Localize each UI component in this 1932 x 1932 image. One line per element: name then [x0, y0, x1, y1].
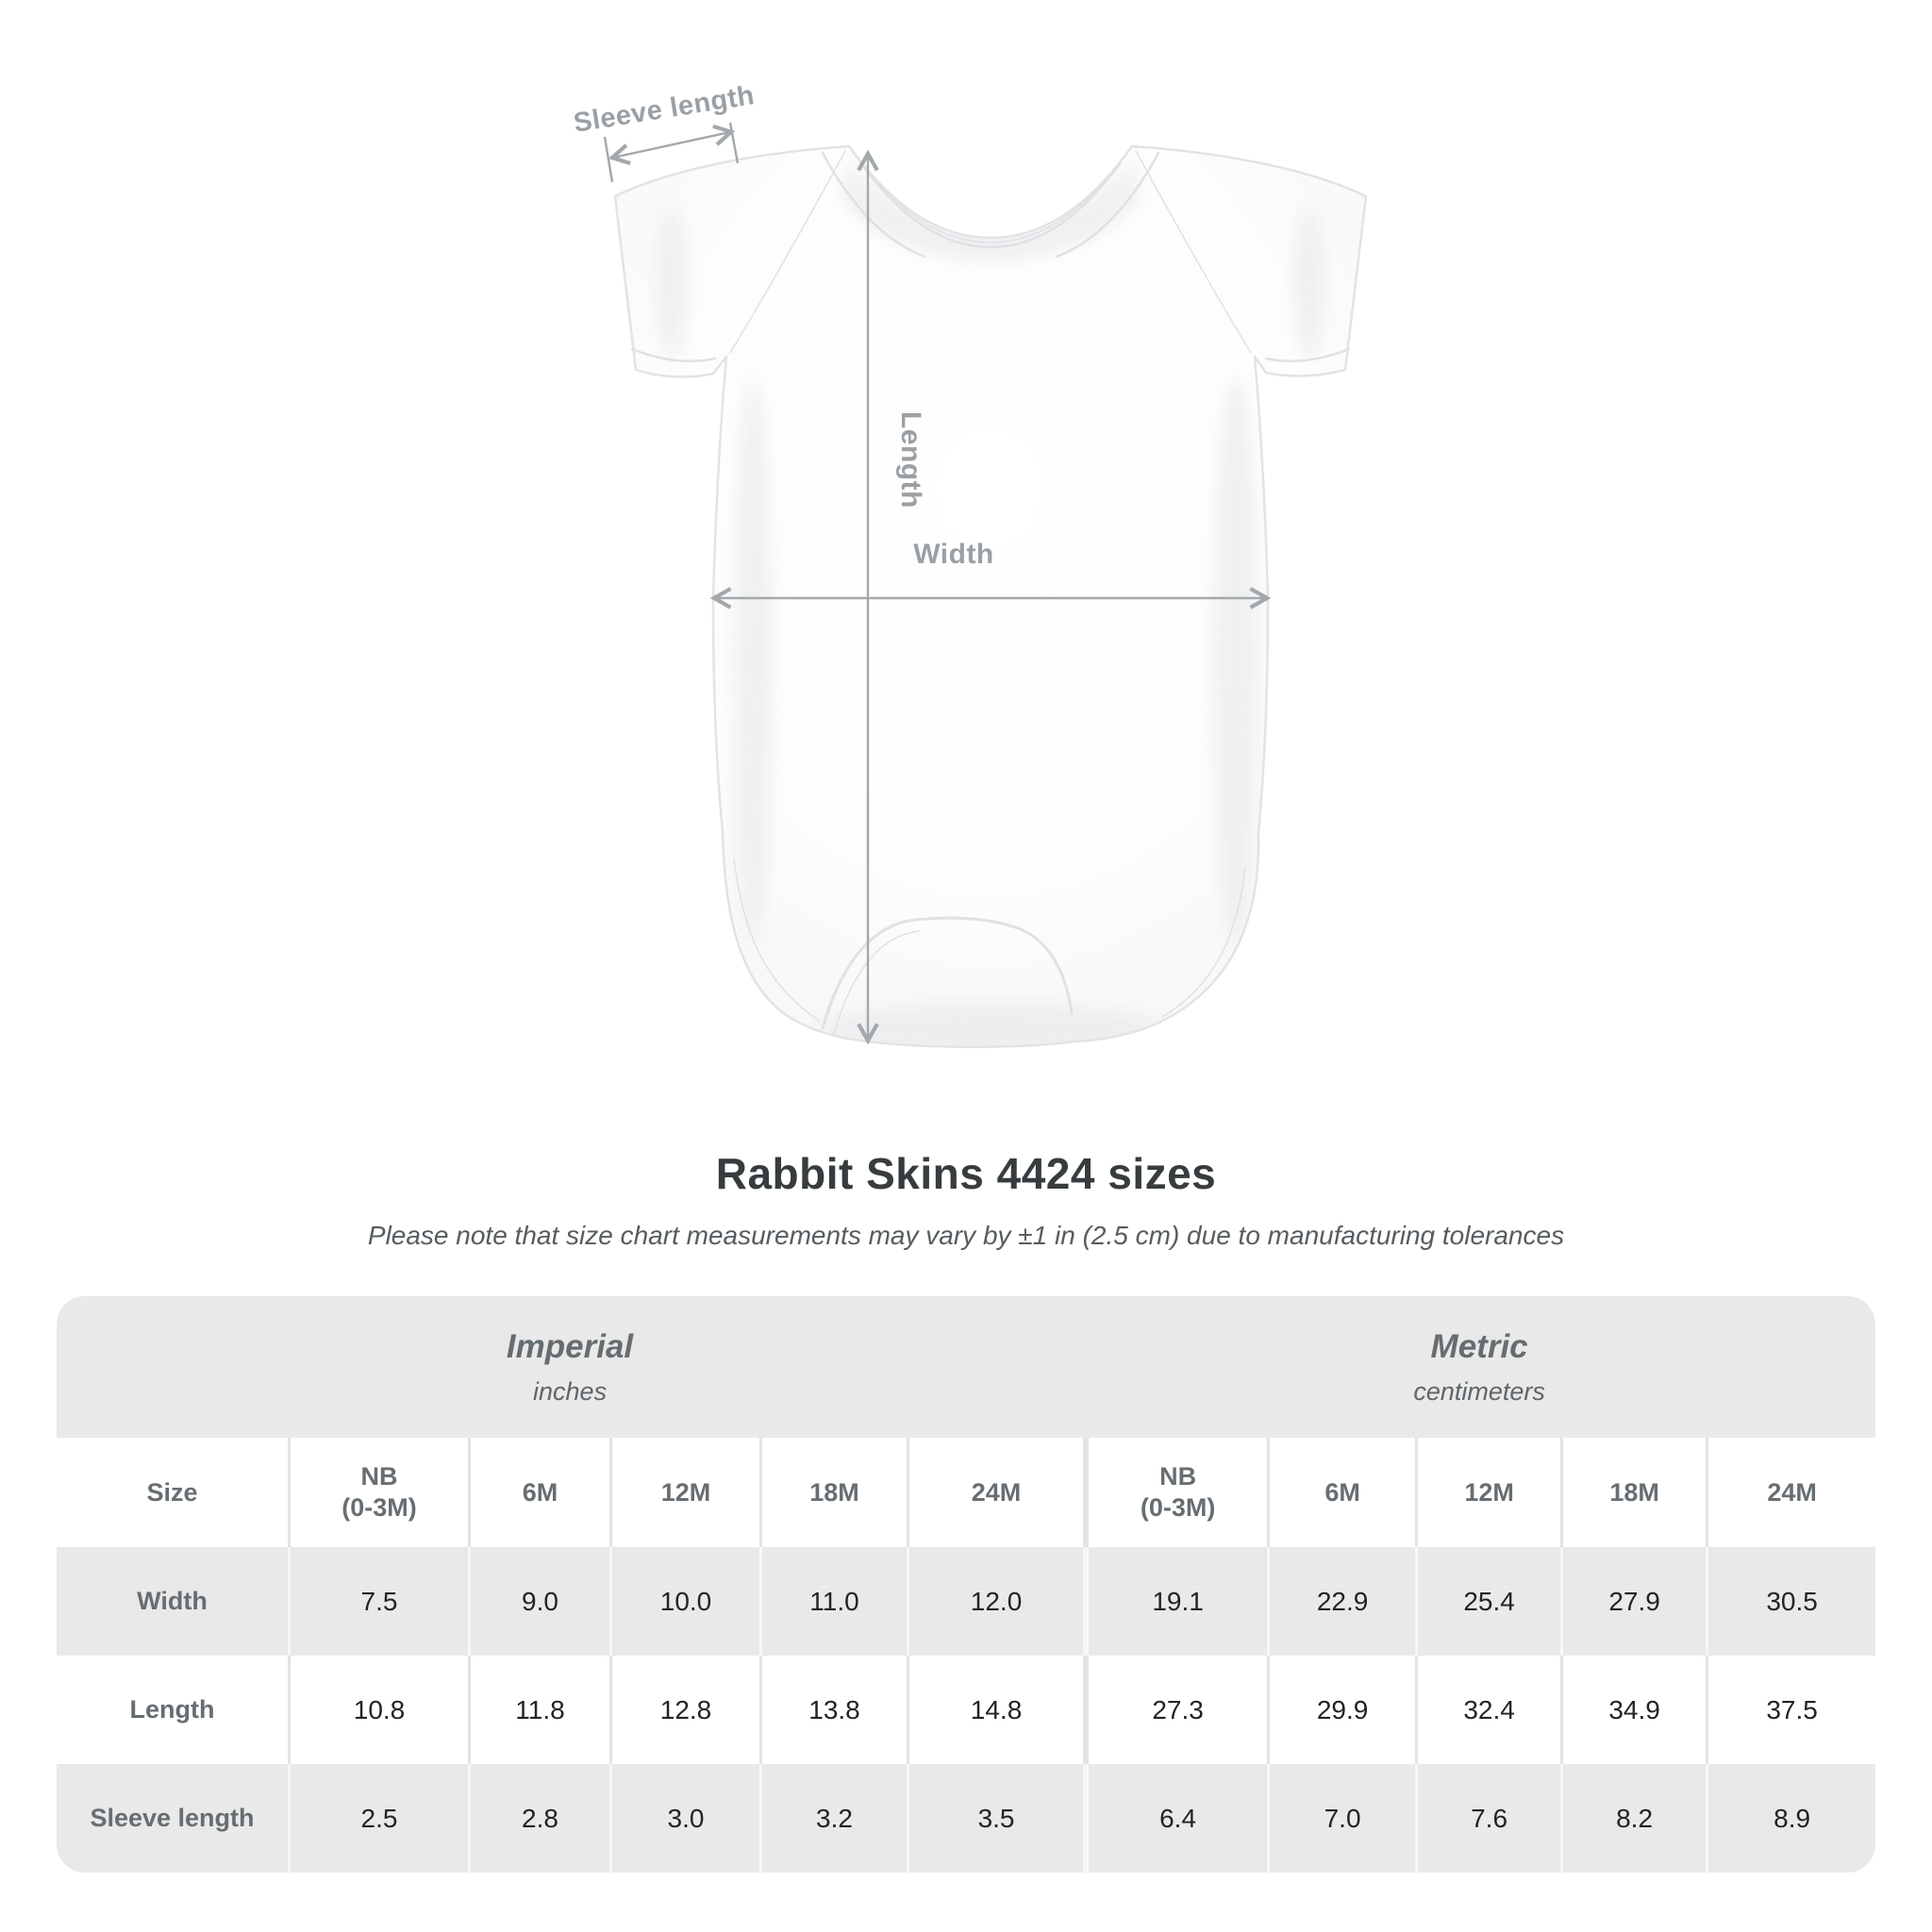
length-row	[57, 1656, 1875, 1764]
value-cell: 11.0	[759, 1547, 907, 1656]
sleeve-length-row	[57, 1764, 1875, 1873]
metric-group-cell	[1083, 1296, 1875, 1438]
value-cell: 3.5	[907, 1764, 1083, 1873]
value-cell: 8.2	[1560, 1764, 1706, 1873]
size-header-line: 6M	[1324, 1477, 1360, 1507]
row-label: Width	[57, 1547, 288, 1656]
size-header-line: (0-3M)	[1140, 1493, 1216, 1522]
page-title: Rabbit Skins 4424 sizes	[715, 1149, 1217, 1198]
imperial-group-unit: inches	[533, 1376, 608, 1406]
size-header-line: 12M	[660, 1477, 711, 1507]
value-cell: 7.0	[1267, 1764, 1415, 1873]
size-header-line: 24M	[1767, 1477, 1817, 1507]
size-table-grid	[57, 1296, 1875, 1873]
size-header-cell	[759, 1438, 907, 1547]
value-cell: 32.4	[1415, 1656, 1560, 1764]
tolerance-note: Please note that size chart measurements may vary by ±1 in (2.5 cm) due to manufacturing tolerances	[367, 1221, 1565, 1250]
value-cell: 8.9	[1706, 1764, 1875, 1873]
imperial-group-label: Imperial	[506, 1327, 634, 1365]
value-cell: 10.0	[609, 1547, 759, 1656]
size-header-cell	[1415, 1438, 1560, 1547]
value-cell: 12.0	[907, 1547, 1083, 1656]
width-label: Width	[913, 539, 994, 570]
size-header-line: 18M	[809, 1477, 859, 1507]
value-cell: 7.6	[1415, 1764, 1560, 1873]
length-label: Length	[895, 411, 926, 508]
value-cell: 27.3	[1083, 1656, 1267, 1764]
row-label: Length	[57, 1656, 288, 1764]
imperial-group-cell	[57, 1296, 1083, 1438]
size-header-line: 18M	[1609, 1477, 1659, 1507]
size-header-line: NB	[1159, 1462, 1197, 1491]
size-header-cell	[288, 1438, 468, 1547]
metric-group-unit: centimeters	[1413, 1376, 1545, 1406]
size-header-cell	[1706, 1438, 1875, 1547]
value-cell: 34.9	[1560, 1656, 1706, 1764]
row-label: Sleeve length	[57, 1764, 288, 1873]
size-header-cell	[1083, 1438, 1267, 1547]
value-cell: 10.8	[288, 1656, 468, 1764]
size-header-row	[57, 1438, 1875, 1547]
size-header-cell	[468, 1438, 609, 1547]
size-header-line: 6M	[522, 1477, 558, 1507]
metric-group-label: Metric	[1430, 1327, 1528, 1365]
value-cell: 3.2	[759, 1764, 907, 1873]
value-cell: 25.4	[1415, 1547, 1560, 1656]
value-cell: 19.1	[1083, 1547, 1267, 1656]
value-cell: 27.9	[1560, 1547, 1706, 1656]
size-header-cell	[1267, 1438, 1415, 1547]
size-header-line: (0-3M)	[341, 1493, 417, 1522]
value-cell: 7.5	[288, 1547, 468, 1656]
size-column-header: Size	[57, 1438, 288, 1547]
size-table	[57, 1296, 1875, 1873]
value-cell: 13.8	[759, 1656, 907, 1764]
width-row	[57, 1547, 1875, 1656]
value-cell: 29.9	[1267, 1656, 1415, 1764]
value-cell: 2.8	[468, 1764, 609, 1873]
unit-group-row	[57, 1296, 1875, 1438]
value-cell: 14.8	[907, 1656, 1083, 1764]
value-cell: 2.5	[288, 1764, 468, 1873]
value-cell: 22.9	[1267, 1547, 1415, 1656]
size-header-line: 12M	[1464, 1477, 1514, 1507]
value-cell: 11.8	[468, 1656, 609, 1764]
size-header-line: 24M	[971, 1477, 1022, 1507]
sleeve-length-label: Sleeve length	[571, 80, 757, 139]
value-cell: 6.4	[1083, 1764, 1267, 1873]
value-cell: 12.8	[609, 1656, 759, 1764]
size-header-cell	[609, 1438, 759, 1547]
value-cell: 30.5	[1706, 1547, 1875, 1656]
value-cell: 9.0	[468, 1547, 609, 1656]
value-cell: 37.5	[1706, 1656, 1875, 1764]
size-header-line: NB	[360, 1462, 398, 1491]
value-cell: 3.0	[609, 1764, 759, 1873]
size-header-cell	[1560, 1438, 1706, 1547]
onesie-illustration	[585, 123, 1396, 1094]
size-header-cell	[907, 1438, 1083, 1547]
